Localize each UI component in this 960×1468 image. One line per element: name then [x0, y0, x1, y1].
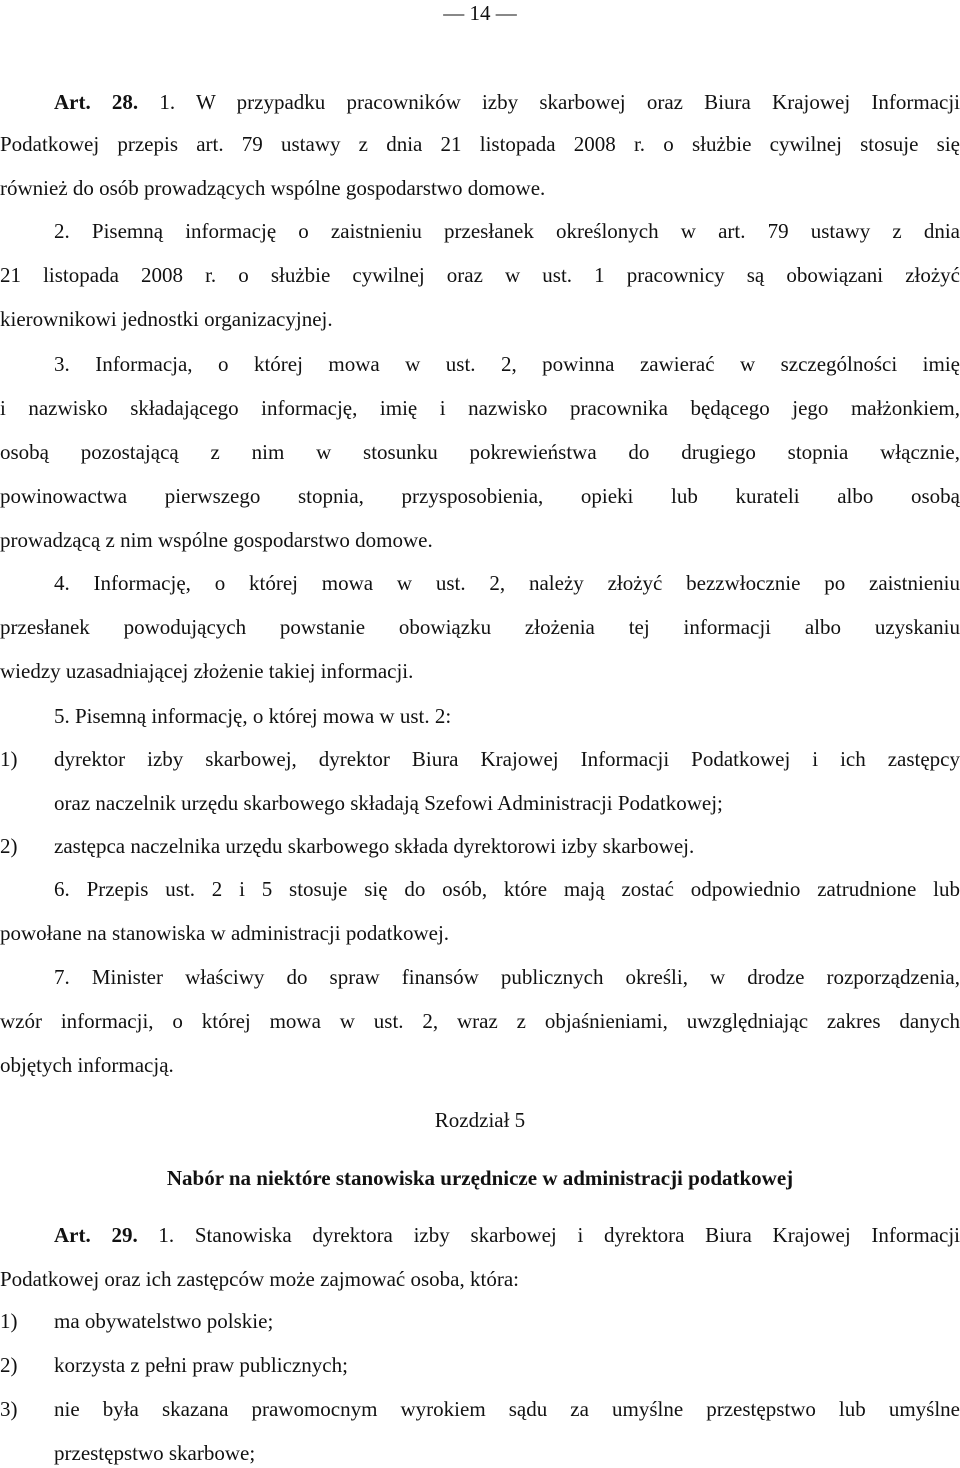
list-number: 1) — [0, 747, 18, 771]
art28-p7-line1: 7. Minister właściwy do spraw finansów publicznych określi, w drodze rozporządzenia, — [54, 965, 960, 989]
art28-p3-line3: osobą pozostającą z nim w stosunku pokrewieństwa do drugiego stopnia włącznie, — [0, 440, 960, 464]
list-item-line1: ma obywatelstwo polskie; — [54, 1309, 274, 1333]
list-number: 1) — [0, 1309, 18, 1333]
art28-p7-line3: objętych informacją. — [0, 1053, 174, 1077]
art28-p3-line5: prowadzącą z nim wspólne gospodarstwo domowe. — [0, 528, 433, 552]
art28-p2-line2: 21 listopada 2008 r. o służbie cywilnej oraz w ust. 1 pracownicy są obowiązani złożyć — [0, 263, 960, 287]
art28-p3-line2: i nazwisko składającego informację, imię i nazwisko pracownika będącego jego małżonkiem, — [0, 396, 960, 420]
art28-p1-line3: również do osób prowadzących wspólne gospodarstwo domowe. — [0, 176, 546, 200]
art28-p6-line2: powołane na stanowiska w administracji podatkowej. — [0, 921, 450, 945]
art28-p4-line1: 4. Informację, o której mowa w ust. 2, należy złożyć bezzwłocznie po zaistnieniu — [54, 571, 960, 595]
art28-p4-line2: przesłanek powodujących powstanie obowiązku złożenia tej informacji albo uzyskaniu — [0, 615, 960, 639]
art28-p5-line1: 5. Pisemną informację, o której mowa w ust. 2: — [54, 704, 452, 728]
list-item-line1: dyrektor izby skarbowej, dyrektor Biura Krajowej Informacji Podatkowej i ich zastępcy — [54, 747, 960, 771]
art29-p1-line1 — [54, 1222, 960, 1248]
art28-p7-line2: wzór informacji, o której mowa w ust. 2, wraz z objaśnieniami, uwzględniając zakres danych — [0, 1009, 960, 1033]
list-number: 2) — [0, 834, 18, 858]
art29-label: Art. 29. — [54, 1223, 138, 1247]
chapter-number: Rozdział 5 — [434, 1108, 526, 1132]
list-item-line1: zastępca naczelnika urzędu skarbowego składa dyrektorowi izby skarbowej. — [54, 834, 695, 858]
art28-p6-line1: 6. Przepis ust. 2 i 5 stosuje się do osób, które mają zostać odpowiednio zatrudnione lub — [54, 877, 960, 901]
art28-p1-line1 — [54, 89, 960, 115]
art29-p1-line2: Podatkowej oraz ich zastępców może zajmować osoba, która: — [0, 1267, 519, 1291]
art28-p3-line1: 3. Informacja, o której mowa w ust. 2, powinna zawierać w szczególności imię — [54, 352, 960, 376]
art28-p4-line3: wiedzy uzasadniającej złożenie takiej informacji. — [0, 659, 414, 683]
list-number: 3) — [0, 1397, 18, 1421]
art28-p2-line1: 2. Pisemną informację o zaistnieniu przesłanek określonych w art. 79 ustawy z dnia — [54, 219, 960, 243]
art28-p2-line3: kierownikowi jednostki organizacyjnej. — [0, 307, 333, 331]
chapter-title: Nabór na niektóre stanowiska urzędnicze w administracji podatkowej — [166, 1166, 794, 1190]
list-number: 2) — [0, 1353, 18, 1377]
list-item-line1: nie była skazana prawomocnym wyrokiem sądu za umyślne przestępstwo lub umyślne — [54, 1397, 960, 1421]
list-item-line1: korzysta z pełni praw publicznych; — [54, 1353, 348, 1377]
art28-p3-line4: powinowactwa pierwszego stopnia, przysposobienia, opieki lub kurateli albo osobą — [0, 484, 960, 508]
art28-label: Art. 28. — [54, 90, 139, 114]
page-number: — 14 — — [443, 1, 517, 25]
list-item-line2: oraz naczelnik urzędu skarbowego składają Szefowi Administracji Podatkowej; — [54, 791, 723, 815]
art28-p1-text: 1. W przypadku pracowników izby skarbowej oraz Biura Krajowej Informacji — [159, 90, 960, 114]
art28-p1-line2: Podatkowej przepis art. 79 ustawy z dnia 21 listopada 2008 r. o służbie cywilnej stosuje się — [0, 132, 960, 156]
art29-p1-text: 1. Stanowiska dyrektora izby skarbowej i dyrektora Biura Krajowej Informacji — [158, 1223, 960, 1247]
list-item-line2: przestępstwo skarbowe; — [54, 1441, 256, 1465]
